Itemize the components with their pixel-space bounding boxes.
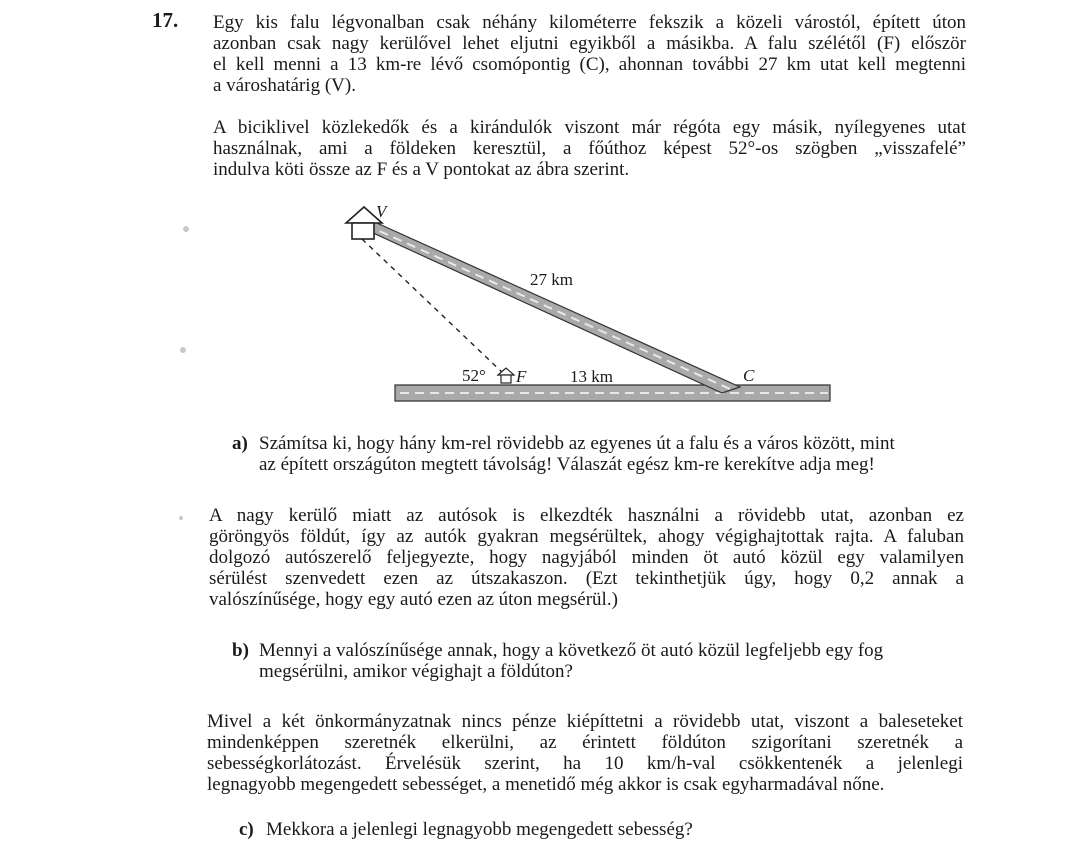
question-b-line: megsérülni, amikor végighajt a földúton? <box>259 661 573 682</box>
main-road <box>395 385 830 401</box>
scan-mark <box>180 347 186 353</box>
question-b-line: Mennyi a valószínűsége annak, hogy a következő öt autó közül legfeljebb egy fog <box>259 640 884 661</box>
question-c <box>239 819 979 840</box>
para-b-line: dolgozó autószerelő feljegyezte, hogy nagyjából minden öt autó közül egy valamilyen <box>209 547 964 568</box>
question-a-line: Számítsa ki, hogy hány km-rel rövidebb az egyenes út a falu és a város között, mint <box>259 433 895 454</box>
para-b-line: valószínűsége, hogy egy autó ezen az úton megsérül.) <box>209 589 618 610</box>
diagonal-road <box>360 219 740 393</box>
question-a <box>232 433 972 475</box>
para-b-line: A nagy kerülő miatt az autósok is elkezdték használni a rövidebb utat, azonban ez <box>209 505 964 526</box>
question-b-label: b) <box>232 640 249 661</box>
label-angle: 52° <box>462 366 486 385</box>
intro-paragraph-2 <box>213 117 966 180</box>
scan-mark <box>179 516 183 520</box>
question-b <box>232 640 972 682</box>
label-v: V <box>376 202 387 221</box>
para-c-line: Mivel a két önkormányzatnak nincs pénze kiépíttetni a rövidebb utat, viszont a baleseteket <box>207 711 963 732</box>
label-c: C <box>743 366 755 385</box>
question-c-label: c) <box>239 819 254 840</box>
label-f: F <box>516 367 527 386</box>
para-c-line: sebességkorlátozást. Érvelésük szerint, ha 10 km/h-val csökkentenék a jelenlegi <box>207 753 963 774</box>
scan-mark <box>183 226 189 232</box>
intro-line: a városhatárig (V). <box>213 75 356 96</box>
question-a-line: az épített országúton megtett távolság! Válaszát egész km-re kerekítve adja meg! <box>259 454 875 475</box>
intro2-line: használnak, ami a földeken keresztül, a főúthoz képest 52°-os szögben „visszafelé” <box>213 138 966 159</box>
intro-paragraph <box>213 12 966 96</box>
road-diagram <box>330 195 840 420</box>
intro2-line: indulva köti össze az F és a V pontokat az ábra szerint. <box>213 159 630 180</box>
label-27km: 27 km <box>530 270 573 289</box>
intro-line: Egy kis falu légvonalban csak néhány kilométerre fekszik a közeli várostól, épített úton <box>213 12 966 33</box>
para-b-line: sérülést szenvedett ezen az útszakaszon. (Ezt tekinthetjük úgy, hogy 0,2 annak a <box>209 568 964 589</box>
problem-number: 17. <box>152 8 179 32</box>
intro2-line: A biciklivel közlekedők és a kirándulók viszont már régóta egy másik, nyílegyenes utat <box>213 117 966 138</box>
para-b-line: göröngyös földút, így az autók gyakran megsérültek, ahogy végighajtottak rajta. A faluban <box>209 526 964 547</box>
intro-line: azonban csak nagy kerülővel lehet eljutni egyikből a másikba. A falu szélétől (F) először <box>213 33 966 54</box>
paragraph-b <box>209 505 964 610</box>
paragraph-c <box>207 711 963 795</box>
para-c-line: mindenképpen szeretnék elkerülni, az érintett földúton szigorítani szeretnék a <box>207 732 963 753</box>
question-c-line: Mekkora a jelenlegi legnagyobb megengedett sebesség? <box>266 819 693 840</box>
question-a-label: a) <box>232 433 248 454</box>
para-c-line: legnagyobb megengedett sebességet, a menetidő még akkor is csak egyharmadával nőne. <box>207 774 885 795</box>
label-13km: 13 km <box>570 367 613 386</box>
intro-line: el kell menni a 13 km-re lévő csomópontig (C), ahonnan további 27 km utat kell megtenni <box>213 54 966 75</box>
